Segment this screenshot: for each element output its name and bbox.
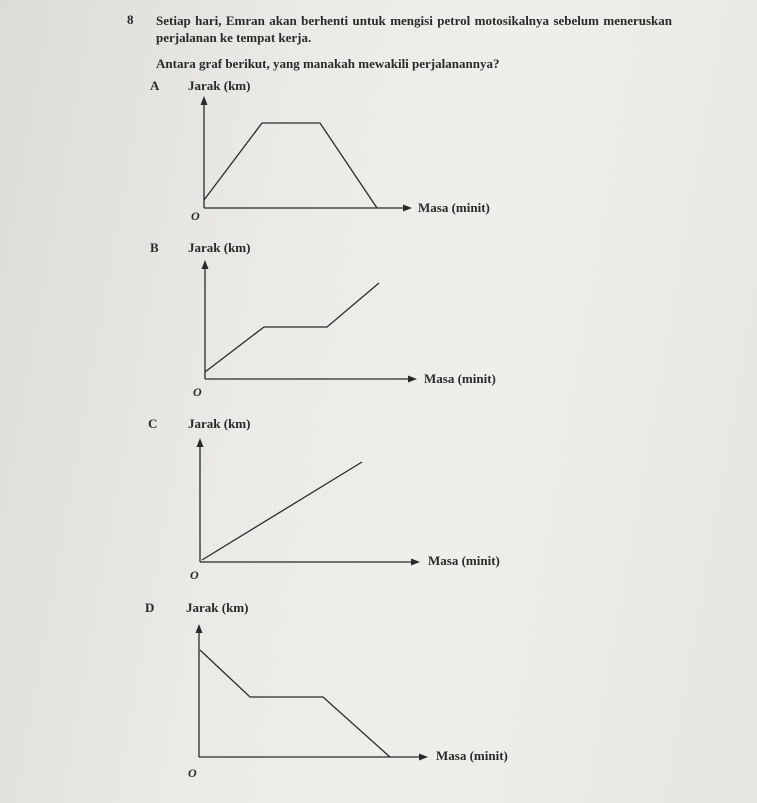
option-a-letter[interactable]: A — [150, 78, 160, 93]
option-d-letter[interactable]: D — [145, 600, 155, 615]
option-c-y-axis-label: Jarak (km) — [188, 416, 251, 431]
option-d-origin-label: O — [188, 766, 197, 780]
option-b-origin-label: O — [193, 385, 202, 399]
question-number: 8 — [127, 12, 134, 27]
option-b-letter[interactable]: B — [150, 240, 159, 255]
option-c-letter[interactable]: C — [148, 416, 158, 431]
option-c-origin-label: O — [190, 568, 199, 582]
option-b-y-axis-label: Jarak (km) — [188, 240, 251, 255]
option-d-x-arrow-icon — [419, 754, 428, 761]
option-a-x-axis-label: Masa (minit) — [418, 200, 490, 215]
question-prompt: Antara graf berikut, yang manakah mewakili perjalanannya? — [156, 56, 500, 71]
option-d-y-axis-label: Jarak (km) — [186, 600, 249, 615]
option-d-y-arrow-icon — [196, 624, 203, 633]
option-a-y-axis-label: Jarak (km) — [188, 78, 251, 93]
option-c-x-axis-label: Masa (minit) — [428, 553, 500, 568]
option-d-x-axis-label: Masa (minit) — [436, 748, 508, 763]
question-stem: Setiap hari, Emran akan berhenti untuk mengisi petrol motosikalnya sebelum meneruskan perjalanan ke tempat kerja. — [156, 13, 672, 45]
option-a-origin-label: O — [191, 209, 200, 223]
option-d-line — [200, 650, 390, 757]
option-b-x-axis-label: Masa (minit) — [424, 371, 496, 386]
